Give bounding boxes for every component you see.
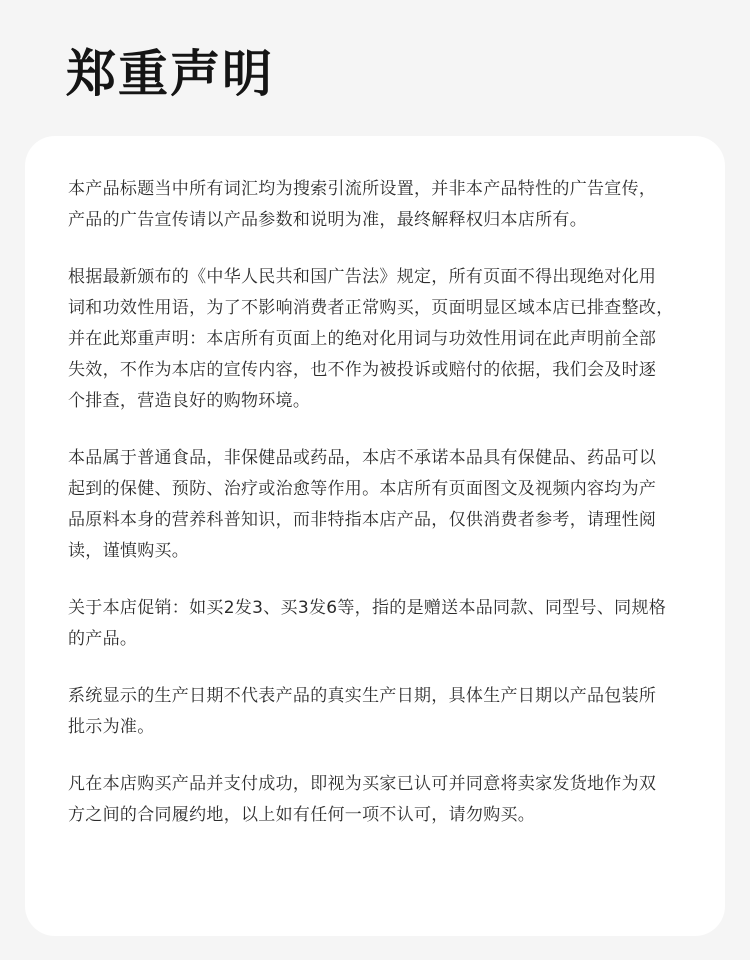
statement-paragraph-1 [68,174,685,236]
paragraph-line: 品原料本身的营养科普知识，而非特指本店产品，仅供消费者参考，请理性阅 [68,510,657,530]
paragraph-line: 起到的保健、预防、治疗或治愈等作用。本店所有页面图文及视频内容均为产 [68,479,657,499]
statement-paragraph-2 [68,262,685,417]
paragraph-line: 方之间的合同履约地，以上如有任何一项不认可，请勿购买。 [68,805,536,825]
statement-paragraph-3 [68,443,685,567]
statement-paragraph-4 [68,593,685,655]
paragraph-line: 本产品标题当中所有词汇均为搜索引流所设置，并非本产品特性的广告宣传， [68,179,657,199]
paragraph-line: 产品的广告宣传请以产品参数和说明为准，最终解释权归本店所有。 [68,210,587,230]
paragraph-line: 系统显示的生产日期不代表产品的真实生产日期，具体生产日期以产品包装所 [68,686,657,706]
paragraph-line: 关于本店促销：如买2发3、买3发6等，指的是赠送本品同款、同型号、同规格 [68,598,667,618]
paragraph-line: 失效，不作为本店的宣传内容，也不作为被投诉或赔付的依据，我们会及时逐 [68,360,657,380]
statement-paragraph-6 [68,769,685,831]
paragraph-line: 根据最新颁布的《中华人民共和国广告法》规定，所有页面不得出现绝对化用 [68,267,657,287]
paragraph-line: 批示为准。 [68,717,155,737]
paragraph-line: 词和功效性用语，为了不影响消费者正常购买，页面明显区域本店已排查整改， [68,298,674,318]
paragraph-line: 本品属于普通食品，非保健品或药品，本店不承诺本品具有保健品、药品可以 [68,448,657,468]
paragraph-line: 读，谨慎购买。 [68,541,190,561]
paragraph-line: 个排查，营造良好的购物环境。 [68,391,311,411]
paragraph-line: 并在此郑重声明：本店所有页面上的绝对化用词与功效性用词在此声明前全部 [68,329,657,349]
paragraph-line: 凡在本店购买产品并支付成功，即视为买家已认可并同意将卖家发货地作为双 [68,774,657,794]
page-title: 郑重声明 [66,45,274,103]
statement-card [25,136,725,936]
statement-paragraph-5 [68,681,685,743]
paragraph-line: 的产品。 [68,629,138,649]
